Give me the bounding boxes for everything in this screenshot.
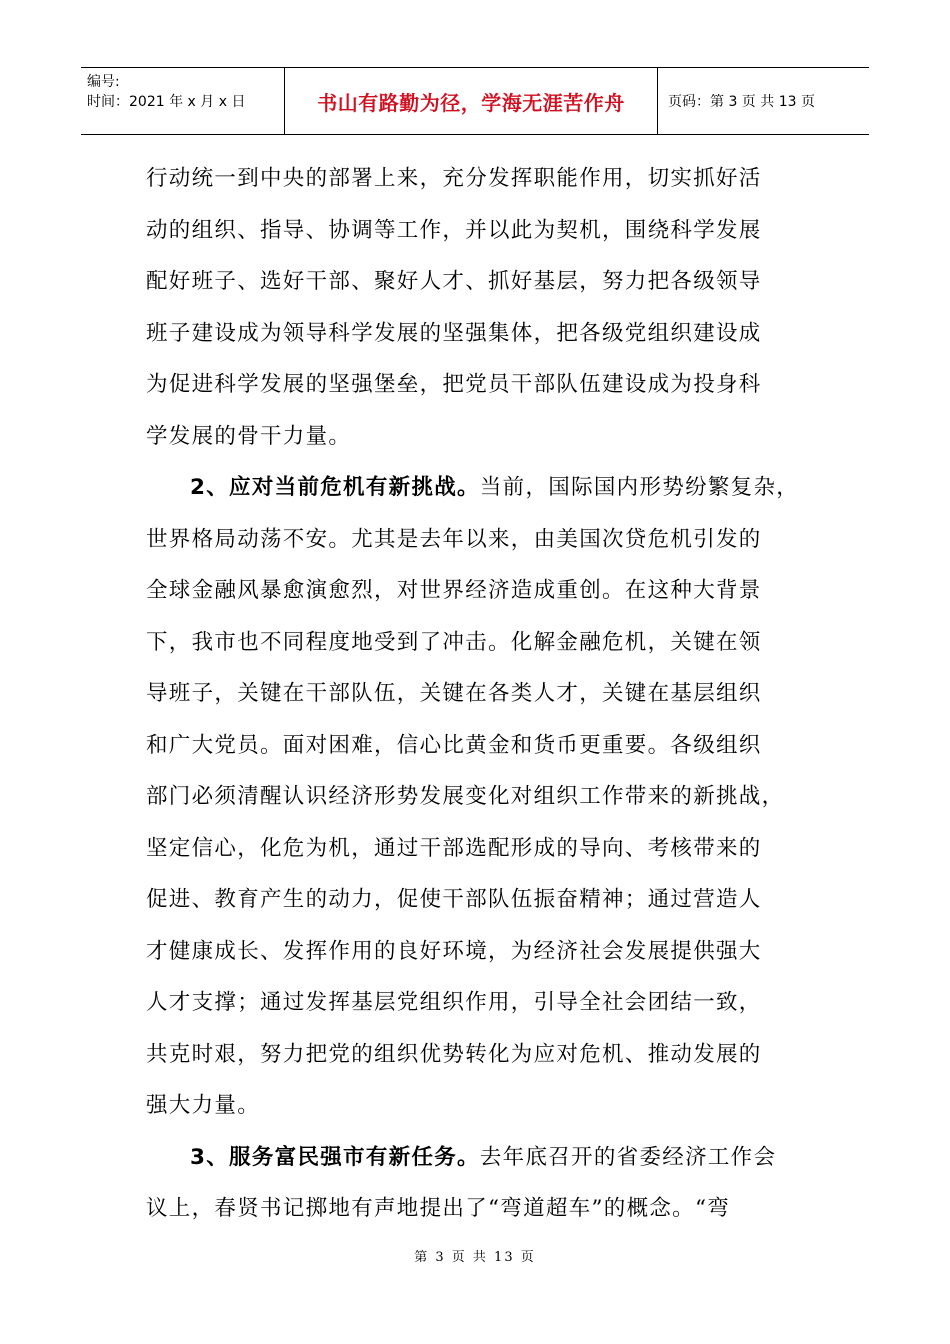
text-line: 强大力量。 bbox=[146, 1093, 261, 1118]
motto-text: 书山有路勤为径，学海无涯苦作舟 bbox=[317, 90, 625, 115]
text-line: 下，我市也不同程度地受到了冲击。化解金融危机，关键在领 bbox=[146, 629, 762, 655]
text-line: 促进、教育产生的动力，促使干部队伍振奋精神；通过营造人 bbox=[146, 887, 762, 912]
section-heading-3: 3、服务富民强市有新任务。 bbox=[190, 1144, 480, 1170]
header-motto-cell bbox=[284, 68, 658, 134]
text-line: 才健康成长、发挥作用的良好环境，为经济社会发展提供强大 bbox=[146, 938, 762, 964]
paragraph-3-first-line bbox=[146, 1132, 806, 1184]
text-line: 人才支撑；通过发挥基层党组织作用，引导全社会团结一致， bbox=[146, 990, 762, 1015]
page-header bbox=[81, 67, 869, 135]
text-line: 动的组织、指导、协调等工作，并以此为契机，围绕科学发展 bbox=[146, 217, 762, 243]
text-line: 世界格局动荡不安。尤其是去年以来，由美国次贷危机引发的 bbox=[146, 526, 762, 552]
text-line: 和广大党员。面对困难，信心比黄金和货币更重要。各级组织 bbox=[146, 732, 762, 758]
section-heading-2: 2、应对当前危机有新挑战。 bbox=[190, 475, 480, 500]
text-span: 当前，国际国内形势纷繁复杂， bbox=[479, 475, 800, 500]
text-line: 为促进科学发展的坚强堡垒，把党员干部队伍建设成为投身科 bbox=[146, 372, 762, 397]
text-line: 全球金融风暴愈演愈烈，对世界经济造成重创。在这种大背景 bbox=[146, 578, 762, 603]
page-info-text: 页码：第 3 页 共 13 页 bbox=[668, 94, 815, 110]
text-line: 学发展的骨干力量。 bbox=[146, 423, 352, 449]
text-line: 班子建设成为领导科学发展的坚强集体，把各级党组织建设成 bbox=[146, 320, 762, 346]
text-line: 坚定信心，化危为机，通过干部选配形成的导向、考核带来的 bbox=[146, 835, 762, 861]
text-line: 行动统一到中央的部署上来，充分发挥职能作用，切实抓好活 bbox=[146, 166, 762, 191]
header-page-info bbox=[658, 68, 869, 134]
text-line: 共克时艰，努力把党的组织优势转化为应对危机、推动发展的 bbox=[146, 1041, 762, 1067]
text-line: 导班子，关键在干部队伍，关键在各类人才，关键在基层组织 bbox=[146, 681, 762, 706]
date-label: 时间：2021 年 x 月 x 日 bbox=[87, 94, 246, 110]
document-body bbox=[146, 153, 806, 1235]
text-span: 去年底召开的省委经济工作会 bbox=[479, 1144, 777, 1170]
header-meta bbox=[81, 68, 284, 134]
number-label: 编号: bbox=[87, 74, 120, 90]
paragraph-2-first-line bbox=[146, 462, 806, 514]
text-line: 配好班子、选好干部、聚好人才、抓好基层，努力把各级领导 bbox=[146, 269, 762, 294]
page-footer: 第 3 页 共 13 页 bbox=[414, 1250, 536, 1265]
text-line: 部门必须清醒认识经济形势发展变化对组织工作带来的新挑战， bbox=[146, 784, 785, 809]
text-line: 议上，春贤书记掷地有声地提出了“弯道超车”的概念。“弯 bbox=[146, 1196, 731, 1221]
